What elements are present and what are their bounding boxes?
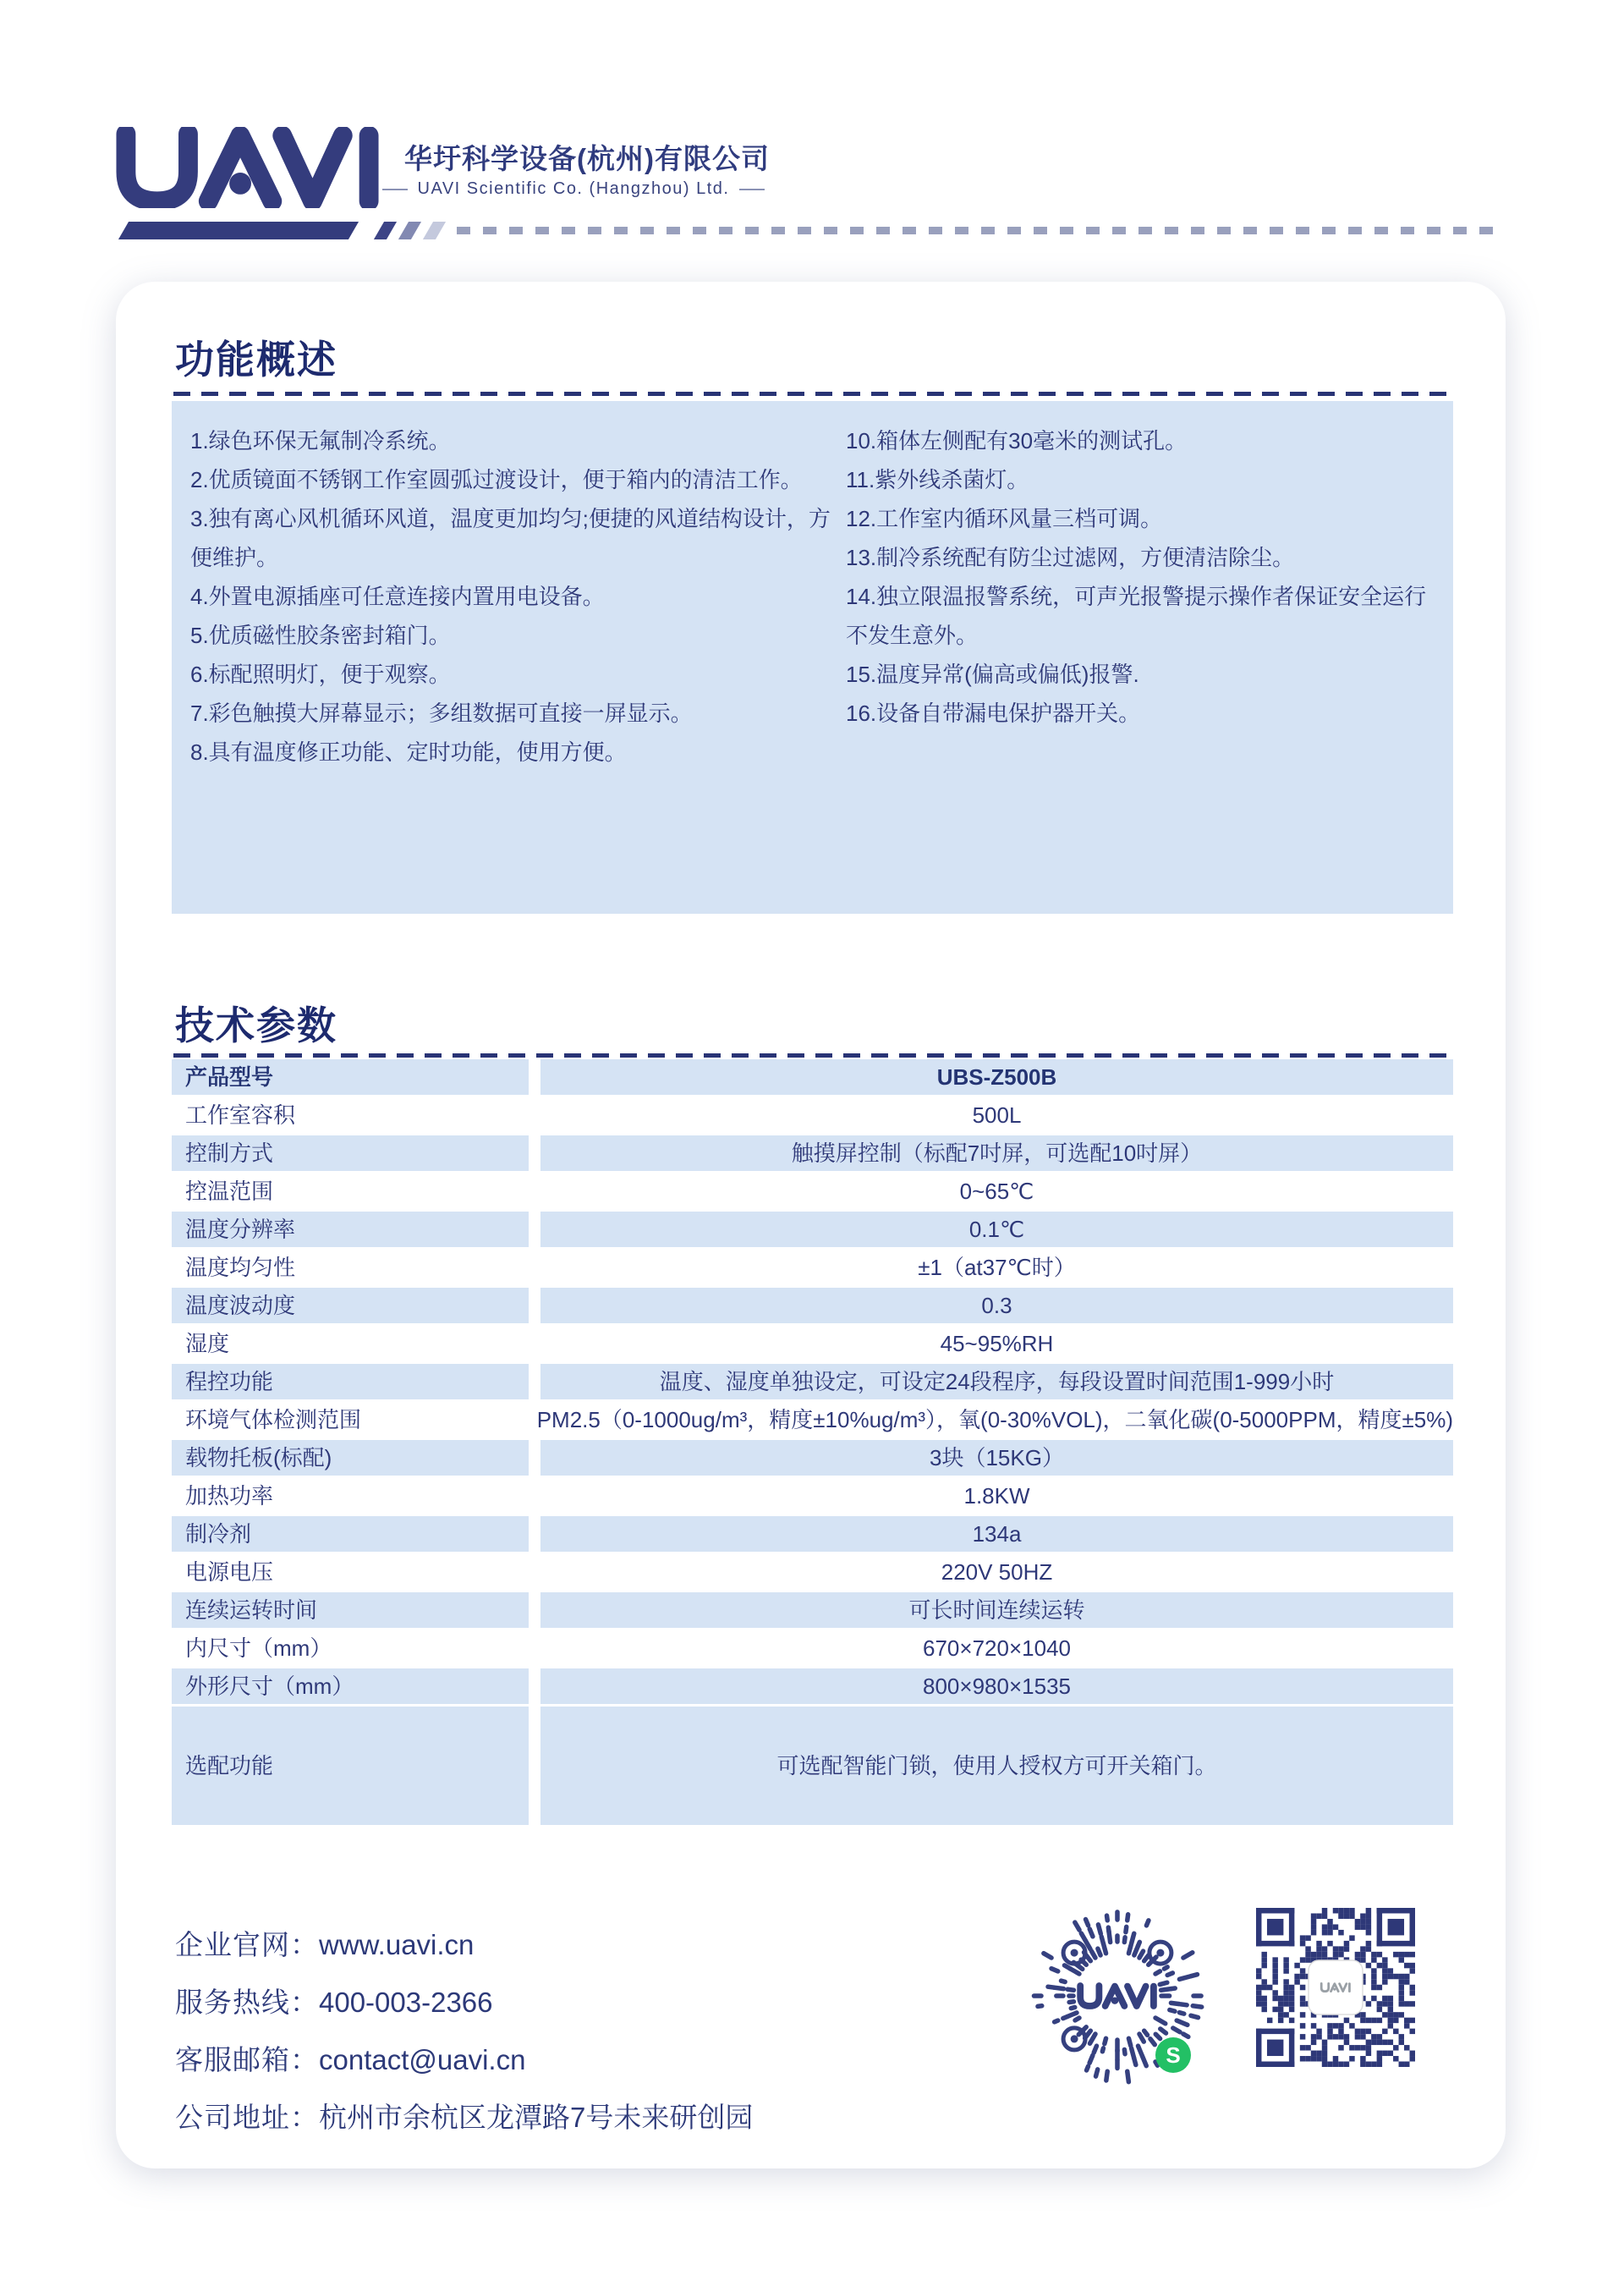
contact-value: 400-003-2366 (319, 1987, 493, 2018)
section-dashed-divider (173, 1053, 1453, 1058)
contact-label: 客服邮箱： (175, 2044, 319, 2075)
spec-label: 载物托板(标配) (172, 1440, 529, 1476)
spec-label: 选配功能 (172, 1707, 529, 1825)
feature-item: 11.紫外线杀菌灯。 (846, 467, 1029, 492)
contact-label: 企业官网： (175, 1929, 319, 1960)
table-row (172, 1364, 1453, 1399)
content-card (116, 282, 1506, 2168)
feature-item: 5.优质磁性胶条密封箱门。 (190, 623, 451, 648)
contact-label: 服务热线： (175, 1987, 319, 2018)
feature-item: 6.标配照明灯，便于观察。 (190, 662, 451, 687)
table-row (172, 1135, 1453, 1171)
spec-label: 控制方式 (172, 1135, 529, 1171)
features-column-right (846, 421, 1438, 733)
table-row (172, 1554, 1453, 1590)
spec-label: 制冷剂 (172, 1516, 529, 1552)
divider (382, 189, 408, 190)
contact-address (175, 2089, 753, 2146)
spec-label: 温度波动度 (172, 1288, 529, 1323)
spec-label: 控温范围 (185, 1179, 274, 1204)
spec-label: 外形尺寸（mm） (172, 1668, 529, 1704)
specs-table (172, 1059, 1453, 1828)
table-row (172, 1440, 1453, 1476)
company-name-en-row (382, 179, 765, 199)
feature-item: 10.箱体左侧配有30毫米的测试孔。 (846, 428, 1188, 453)
table-row (172, 1212, 1453, 1247)
table-row (172, 1516, 1453, 1552)
table-row (172, 1326, 1453, 1361)
spec-value: 1.8KW (963, 1483, 1030, 1509)
spec-value: 45~95%RH (940, 1331, 1054, 1356)
wechat-miniprogram-qr-icon (1028, 1906, 1207, 2086)
company-name-zh: 华圩科学设备(杭州)有限公司 (404, 143, 770, 174)
contact-hotline (175, 1974, 753, 2031)
header-dashed-line (457, 227, 1504, 234)
spec-label: 湿度 (185, 1331, 230, 1356)
spec-value: 670×720×1040 (923, 1635, 1071, 1661)
feature-item: 3.独有离心风机循环风道，温度更加均匀;便捷的风道结构设计，方便维护。 (190, 506, 831, 570)
company-name-en: UAVI Scientific Co. (Hangzhou) Ltd. (417, 179, 730, 198)
table-row (172, 1059, 1453, 1095)
spec-value: 800×980×1535 (540, 1668, 1453, 1704)
header-slash (398, 222, 421, 239)
section-dashed-divider (173, 392, 1453, 396)
spec-value: PM2.5（0-1000ug/m³，精度±10%ug/m³），氧(0-30%VOL)，二氧化碳(0-5000PPM，精度±5%) (536, 1407, 1453, 1432)
table-row (172, 1097, 1453, 1133)
table-row (172, 1668, 1453, 1704)
feature-item: 7.彩色触摸大屏幕显示；多组数据可直接一屏显示。 (190, 701, 693, 726)
spec-value: UBS-Z500B (540, 1059, 1453, 1095)
spec-label: 程控功能 (172, 1364, 529, 1399)
header-slash (374, 222, 397, 239)
feature-item: 1.绿色环保无氟制冷系统。 (190, 428, 451, 453)
spec-label: 温度分辨率 (172, 1212, 529, 1247)
features-column-left (190, 421, 835, 772)
feature-item: 16.设备自带漏电保护器开关。 (846, 701, 1141, 726)
spec-value: 0~65℃ (959, 1179, 1034, 1204)
contact-email (175, 2031, 753, 2089)
feature-item: 14.独立限温报警系统，可声光报警提示操作者保证安全运行不发生意外。 (846, 584, 1427, 648)
feature-item: 12.工作室内循环风量三档可调。 (846, 506, 1163, 531)
spec-label: 电源电压 (185, 1559, 274, 1585)
table-row (172, 1707, 1453, 1825)
feature-item: 4.外置电源插座可任意连接内置用电设备。 (190, 584, 605, 609)
divider (739, 189, 765, 190)
uavi-logo-icon (114, 127, 383, 208)
table-row (172, 1478, 1453, 1514)
table-row (172, 1592, 1453, 1628)
feature-item: 2.优质镜面不锈钢工作室圆弧过渡设计，便于箱内的清洁工作。 (190, 467, 803, 492)
table-row (172, 1288, 1453, 1323)
contact-website (175, 1916, 753, 1974)
table-row (172, 1250, 1453, 1285)
features-panel (172, 401, 1453, 914)
spec-value: ±1（at37℃时） (918, 1255, 1076, 1280)
spec-label: 温度均匀性 (185, 1255, 296, 1280)
spec-value: 0.1℃ (540, 1212, 1453, 1247)
spec-label: 连续运转时间 (172, 1592, 529, 1628)
spec-value: 500L (972, 1102, 1022, 1128)
contact-value: contact@uavi.cn (319, 2044, 526, 2075)
wechat-qr-code-icon (1256, 1908, 1415, 2067)
spec-label: 产品型号 (172, 1059, 529, 1095)
specs-section-title: 技术参数 (175, 1003, 337, 1047)
svg-text:S: S (1166, 2042, 1181, 2068)
spec-label: 工作室容积 (185, 1102, 296, 1128)
spec-label: 内尺寸（mm） (185, 1635, 332, 1661)
spec-value: 可长时间连续运转 (540, 1592, 1453, 1628)
spec-value: 可选配智能门锁，使用人授权方可开关箱门。 (540, 1707, 1453, 1825)
spec-value: 3块（15KG） (540, 1440, 1453, 1476)
spec-label: 环境气体检测范围 (185, 1407, 362, 1432)
table-row (172, 1402, 1453, 1437)
spec-value: 触摸屏控制（标配7吋屏，可选配10吋屏） (540, 1135, 1453, 1171)
features-section-title: 功能概述 (175, 338, 337, 382)
spec-value: 220V 50HZ (941, 1559, 1053, 1585)
table-row (172, 1173, 1453, 1209)
feature-item: 8.具有温度修正功能、定时功能，使用方便。 (190, 739, 627, 765)
contact-value: www.uavi.cn (319, 1929, 475, 1960)
header-accent-bar (118, 222, 359, 239)
spec-value: 温度、湿度单独设定，可设定24段程序，每段设置时间范围1-999小时 (540, 1364, 1453, 1399)
table-row (172, 1630, 1453, 1666)
feature-item: 15.温度异常(偏高或偏低)报警. (846, 662, 1139, 687)
feature-item: 13.制冷系统配有防尘过滤网，方便清洁除尘。 (846, 545, 1295, 570)
contact-block (175, 1916, 753, 2146)
contact-value: 杭州市余杭区龙潭路7号未来研创园 (319, 2102, 754, 2133)
contact-label: 公司地址： (175, 2102, 319, 2133)
spec-label: 加热功率 (185, 1483, 274, 1509)
spec-value: 134a (540, 1516, 1453, 1552)
spec-value: 0.3 (540, 1288, 1453, 1323)
header-slash (423, 222, 446, 239)
